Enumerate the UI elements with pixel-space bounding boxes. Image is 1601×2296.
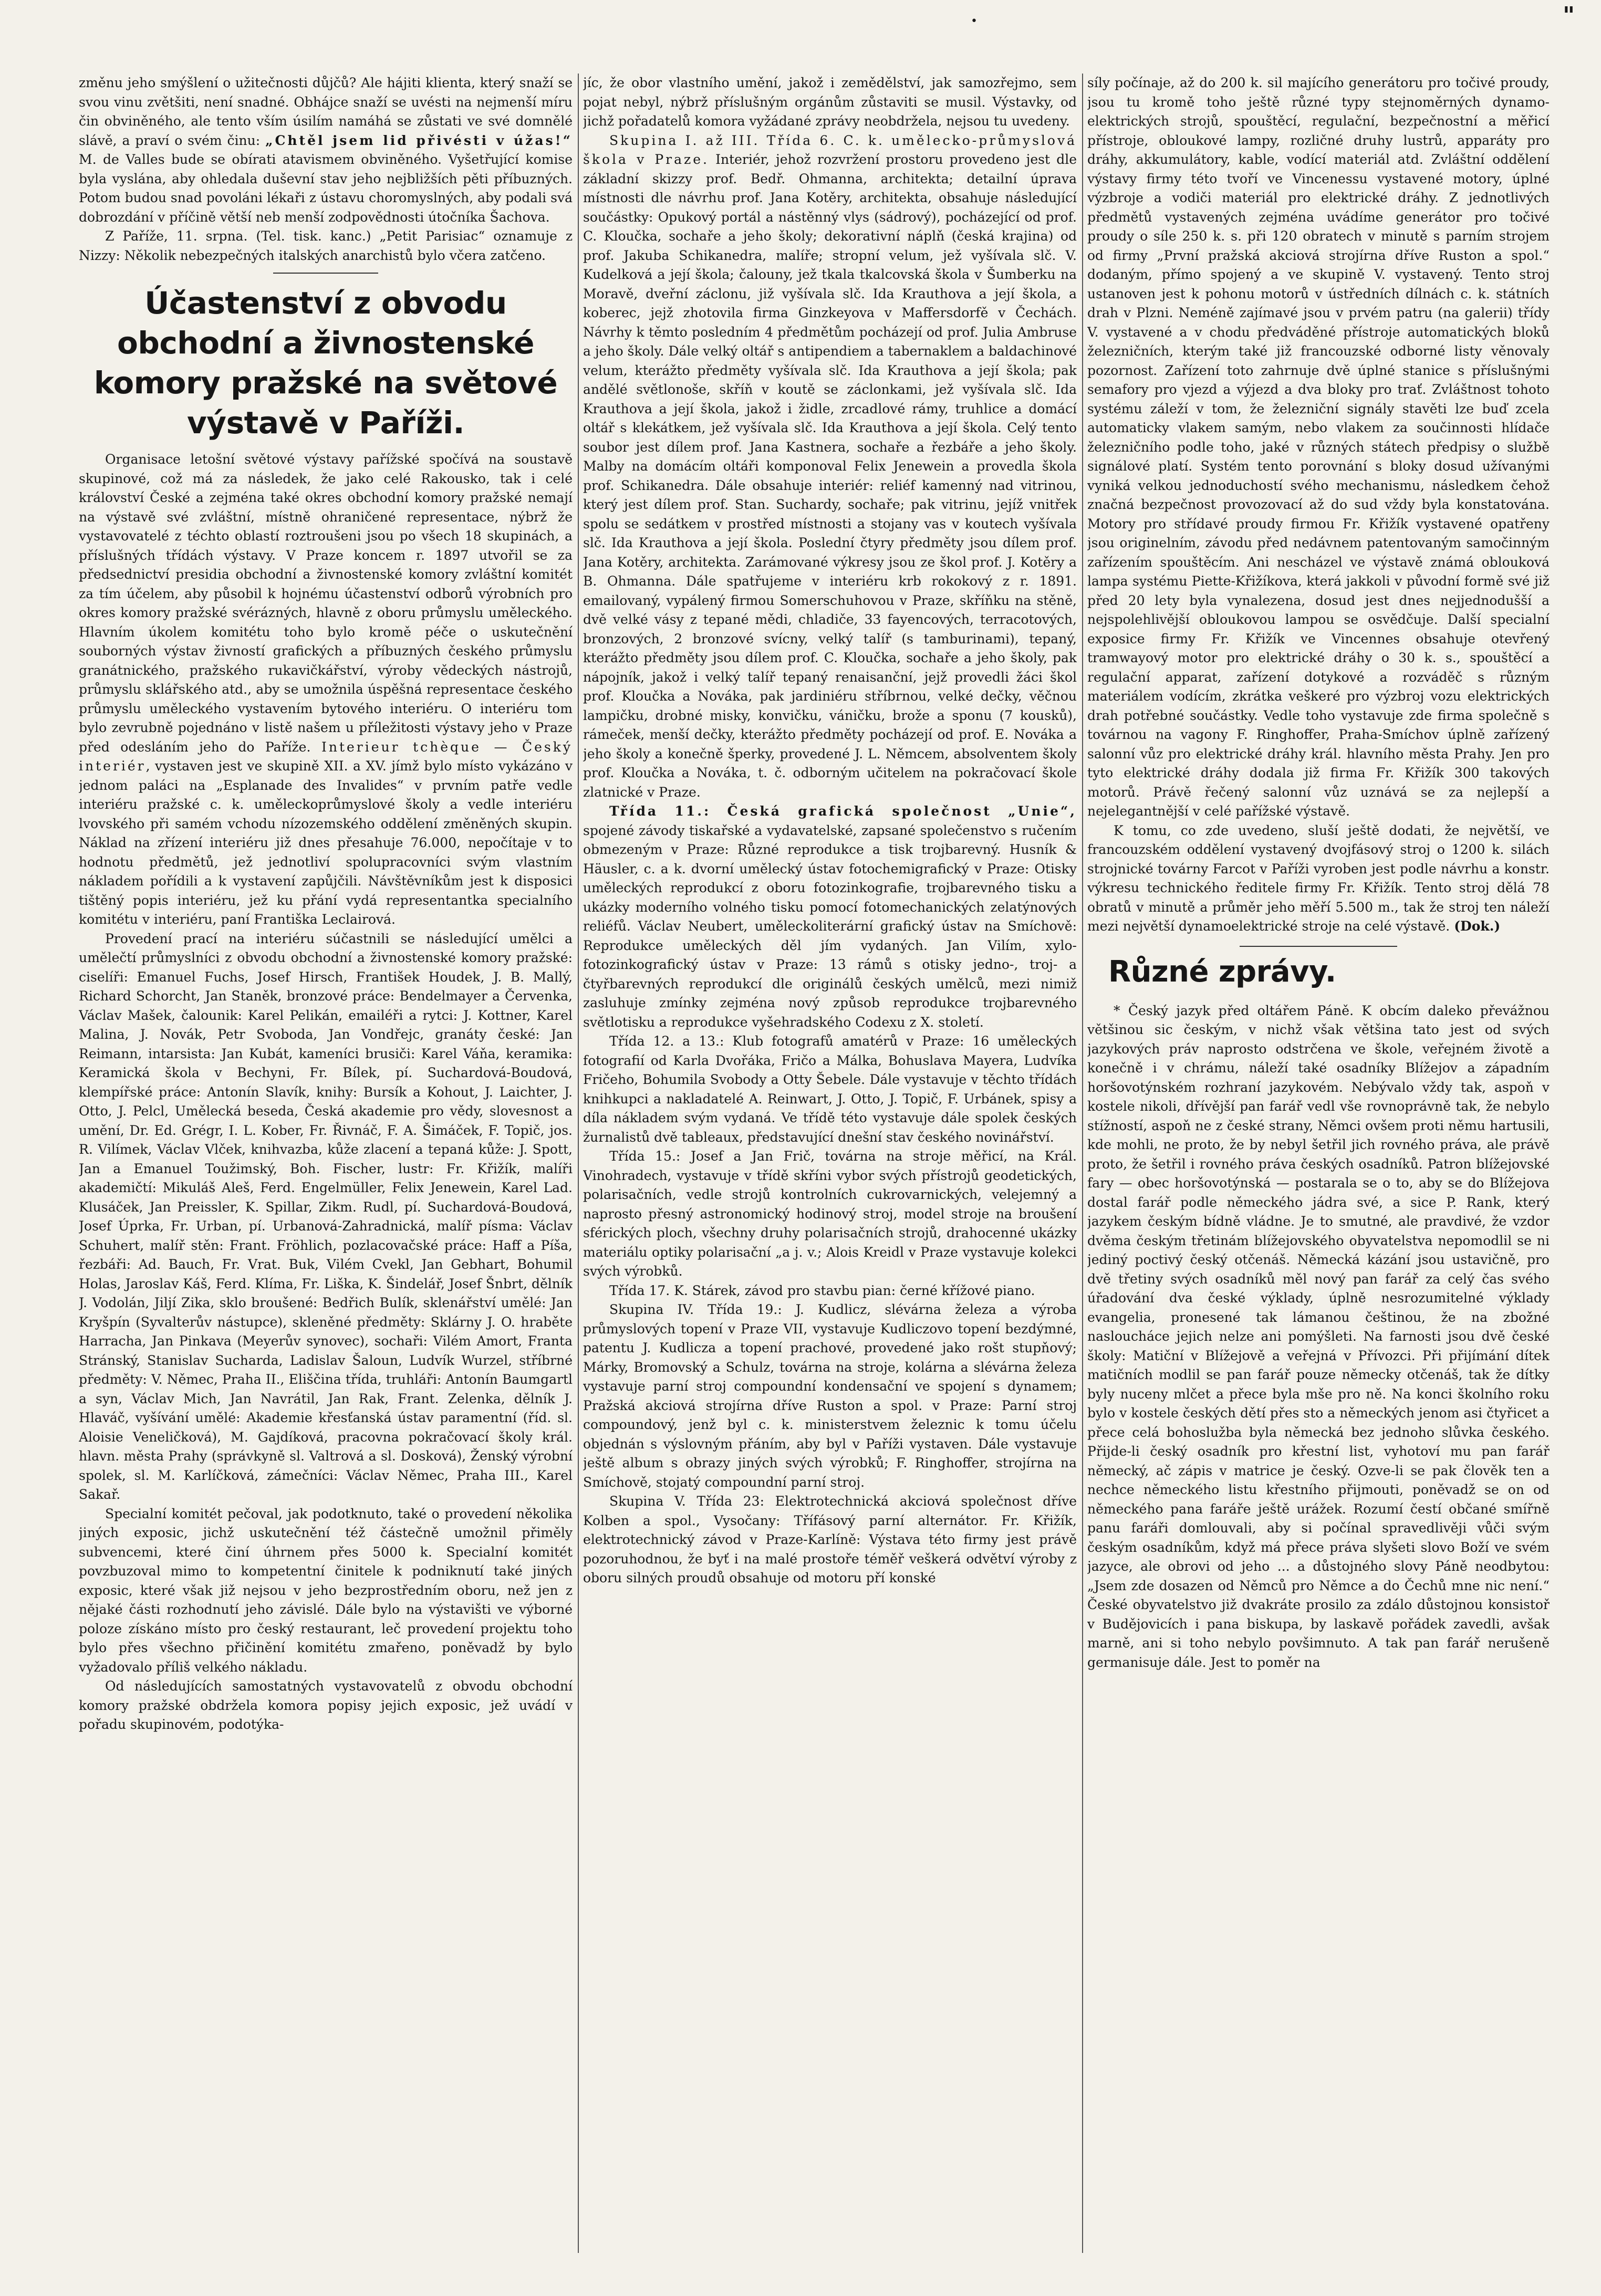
news-item: Z Paříže, 11. srpna. (Tel. tisk. kanc.) „Petit Parisiac“ oznamuje z Nizzy: Několik nebezpečných italských anarchistů bylo včera zatčeno. [79,228,573,263]
paragraph [1087,821,1550,936]
section-head: Třída 11.: Česká grafická společnost „Unie“, [609,803,1077,819]
paragraph-text: Interiér, jehož rozvržení prostoru provedeno jest dle základní skizzy prof. Bedř. Ohmanna, architekta; detailní úprava místnosti dle návrhu prof. Jana Kotěry, architekta, obsahuje následující součástky: Opukový portál a nástěnný vlys (sádrový), pocházející od prof. C. Kloučka, sochaře a jeho školy; dekorativní náplň (česká krajina) od prof. Jakuba Schikanedra, malíře; stropní velum, jež vyšívala slč. V. Kudelková a její škola; čalouny, jež tkala tkalcovská škola v Šumberku na Moravě, dveřní záclonu, již vyšívala slč. Ida Krauthova a její škola, a koberec, jejž zhotovila firma Ginzkeyova v Maffersdorfě v Čechách. Návrhy k těmto posledním 4 předmětům pocházejí od prof. Julia Ambruse a jeho školy. Dále velký oltář s antipendiem a tabernaklem a baldachinové velum, kterážto předměty vyšívala slč. Ida Krauthova a její škola; pak andělé světlonoše, skříň v koutě se záclonkami, jež vyšívala slč. Ida Krauthova a její škola, jakož i židle, zrcadlové rámy, truhlice a domácí oltář s klekátkem, jež vyšívala slč. Ida Krauthova a její škola. Celý tento soubor jest dílem prof. Jana Kastnera, sochaře a řezbáře a jeho školy. Malby na domácím oltáři komponoval Felix Jenewein a provedla škola prof. Schikanedra. Dále obsahuje interiér: reliéf kamenný nad vitrinou, který jest dílem prof. Stan. Suchardy, sochaře; pak vitrinu, jejíž vnitřek spolu se sedátkem v prostřed místnosti a stojany vas v koutech vyšívala slč. Ida Krauthova a její škola. Poslední čtyry předměty jsou dílem prof. Jana Kotěry, architekta. Zarámované výkresy jsou ze škol prof. J. Kotěry a B. Ohmanna. Dále spatřujeme v interiéru krb rokokový z r. 1891. emailovaný, vypálený firmou Somerschuhovou v Praze, skříňku na stěně, dvě velké vásy z tepané mědi, chladiče, 33 fayencových, terracotových, bronzových, 2 bronzové svícny, velký talíř (s tamburinami), tepaný, kterážto předměty jsou dílem prof. C. Kloučka, sochaře a jeho školy, pak nápojník, jakož i velký talíř tepaný renaisanční, jejž provedli žáci škol prof. Kloučka a Nováka, pak jardiniéru stříbrnou, velké dečky, věčnou lampičku, drobné misky, konvičku, váničku, brože a sponu (7 kousků), rámeček, menší dečky, kterážto předměty pocházejí od prof. E. Nováka a jeho školy a konečně šperky, provedené J. L. Němcem, absolventem školy prof. Kloučka a Nováka, t. č. odborným učitelem na pokračovací škole zlatnické v Praze. [583,152,1077,800]
paragraph: Od následujících samostatných vystavovatelů z obvodu obchodní komory pražské obdržela komora popisy jejich exposic, jež uvádí v pořadu skupinovém, podotýka- [79,1678,573,1732]
section-headline: Různé zprávy. [1108,954,1336,989]
paragraph: Třída 12. a 13.: Klub fotografů amatérů v Praze: 16 uměleckých fotografií od Karla Dvořáka, Fričo a Málka, Bohuslava Mayera, Ludvíka Fričeho, Bohumila Svobody a Otty Šebele. Dále vystavuje v těchto třídách knihkupci a nakladatelé A. Reinwart, J. Otto, J. Topič, F. Urbánek, spisy a díla nákladem svým vydaná. Ve třídě této vystavuje dále spolek českých žurnalistů dvě tableaux, představující dnešní stav českého novinářství. [583,1034,1077,1145]
paragraph: Specialní komitét pečoval, jak podotknuto, také o provedení několika jiných exposic, jichž uskutečnění též částečně umožnil přiměly subvencemi, které činí úhrnem přes 5000 k. Specialní komitét povzbuzoval mimo to kompetentní činitele k podniknutí také jiných exposic, které však již nejsou v jeho bezprostředním oboru, než jen z nějaké části rozhodnutí jeho závislé. Dále bylo na výstavišti ve výborné poloze získáno místo pro český restaurant, leč provedení projektu toho bylo přes všechno přičinění komitétu zmařeno, poněvadž by bylo vyžadovalo příliš velkého nákladu. [79,1506,573,1675]
article-headline: Účastenství z obvodu obchodní a živnostenské komory pražské na světové výstavě v Paříži. [93,285,558,441]
paragraph: Organisace letošní světové výstavy pařížské spočívá na soustavě skupinové, což má za následek, že jako celé Rakousko, tak i celé království České a zejména také okres obchodní komory pražské nemají na výstavě své zvláštní, místně ohraničené representace, nýbrž že vystavovatelé z téchto oblastí roztroušeni jsou po všech 18 skupinách, a příslušných třídách výstavy. V Praze koncem r. 1897 utvořil se za předsednictví presidia obchodní a živnostenské komory zvláštní komitét za tím účelem, aby působil k hojnému účastenství odborů výrobních pro okres komory pražské svérázných, hlavně z oboru průmyslu uměleckého. Hlavním úkolem komitétu toho bylo kromě péče o uskutečnění souborných výstav živností grafických a příbuzných českého průmyslu granátnického, pražského rukavičkářství, výroby vědeckých nástrojů, průmyslu sklářského atd., aby se umožnila úspěšná representace českého průmyslu uměleckého vystavením bytového interiéru. O interiéru tom bylo zevrubně pojednáno v listě našem u příležitosti výstavy jeho v Praze před odesláním jeho do Paříže. Interieur tchèque — Český interiér, vystaven jest ve skupině XII. a XV. jímž bylo místo vykázáno v jednom paláci na „Esplanade des Invalides“ v prvním patře vedle interiéru pražské c. k. uměleckoprůmyslové školy a vedle interiéru lvovského při samém vchodu nízozemského oddělení změněných skupin. Náklad na zřízení interiéru již dnes přesahuje 76.000, nepočítaje v to hodnotu předmětů, jež jednotliví spolupracovníci svým vlastním nákladem pořídili a k vystavení zapůjčili. Návštěvníkům jest k disposici tištěný popis interiéru, jež ku přání vydá representantka specialního komitétu v interiéru, paní Františka Leclairová. [79,452,573,927]
separator [273,273,378,274]
column-2 [583,74,1077,2253]
paragraph: jíc, že obor vlastního umění, jakož i zemědělství, jak samozřejmo, sem pojat nebyl, nýbrž příslušným orgánům zůstaviti se musil. Výstavky, od jichž pořadatelů komora vyžádané zprávy neobdržela, nejsou tu uvedeny. [583,75,1077,129]
section-head: Skupina I. až III. Třída 6. C. k. umělecko-průmyslová škola v Praze. [583,132,1077,167]
paragraph: Skupina V. Třída 23: Elektrotechnická akciová společnost dříve Kolben a spol., Vysočany: Třífásový parní alternátor. Fr. Křižík, elektrotechnický závod v Praze-Karlíně: Výstava této firmy jest právě pozoruhodnou, že byť i na malé prostoře téměř veškerá odvětví výroby z oboru silných proudů obsahuje od motoru pří konské [583,1494,1077,1585]
paragraph [583,131,1077,802]
page-mark: " [1563,2,1575,29]
print-dot: • [971,15,978,28]
signature: (Dok.) [1454,919,1501,934]
paragraph-text: změnu jeho smýšlení o užitečnosti důjčů? Ale hájiti klienta, který snaží se svou vinu zvětšiti, není snadné. Obhájce snaží se uvésti na nejmenší míru čin obviněného, ale tento vším úsilím namáhá se zůstati ve své domnělé slávě, a praví o svém činu: [79,75,573,148]
column-3 [1087,74,1550,2253]
paragraph [79,74,573,227]
paragraph: Provedení prací na interiéru súčastnili se následující umělci a umělečtí průmyslníci z obvodu obchodní a živnostenské komory pražské: ciselíři: Emanuel Fuchs, Josef Hirsch, František Houdek, J. B. Mallý, Richard Schorcht, Jan Staněk, bronzové práce: Bendelmayer a Červenka, Václav Mašek, čalounik: Karel Pelikán, emailéři a rytci: J. Kottner, Karel Malina, J. Novák, Petr Svoboda, Jan Vondřejc, granáty české: Jan Reimann, intarsista: Jan Kubát, kameníci brusiči: Karel Váňa, keramika: Keramická škola v Bechyni, Fr. Bílek, pí. Suchardová-Boudová, klempířské práce: Antonín Slavík, knihy: Bursík a Kohout, J. Laichter, J. Otto, J. Pelcl, Umělecká beseda, Česká akademie pro vědy, slovesnost a umění, Dr. Ed. Grégr, I. L. Kober, Fr. Řivnáč, F. A. Šimáček, F. Topič, jos. R. Vilímek, Václav Vlček, knihvazba, kůže zlacení a tepaná kůže: J. Spott, Jan a Emanuel Toužimský, Boh. Fischer, lustr: Fr. Křižík, malíři akademičtí: Mikuláš Aleš, Ferd. Engelmüller, Felix Jenewein, Karel Lad. Klusáček, Jan Preissler, K. Spillar, Zikm. Rudl, pí. Suchardová-Boudová, Josef Úprka, Fr. Urban, pí. Urbanová-Zahradnická, malíř písma: Václav Schuhert, malíř stěn: Frant. Fröhlich, pozlacovačské práce: Haff a Píša, řezbáři: Ad. Bauch, Fr. Vrat. Buk, Vilém Cvekl, Jan Gebhart, Bohumil Holas, Jaroslav Káš, Ferd. Klíma, Fr. Liška, K. Šindelář, Josef Šnbrt, dělník J. Vodolán, Jiljí Zika, sklo broušené: Bedřich Bulík, sklenářství umělé: Jan Kryšpín (Syvalterův nástupce), skleněné předměty: Sklárny J. O. hraběte Harracha, Jan Pinkava (Meyerův synovec), sochaři: Vilém Amort, Franta Stránský, Stanislav Sucharda, Ladislav Šaloun, Ludvík Wurzel, stříbrné předměty: V. Němec, Praha II., Eliščina třída, truhláři: Antonín Baumgartl a syn, Václav Mich, Jan Navrátil, Jan Rak, Frant. Zelenka, dělník J. Hlaváč, vyšívání umělé: Akademie křesťanská ústav paramentní (říd. sl. Aloisie Veneličková), M. Gajdíková, pracovna pokračovací školy král. hlavn. města Prahy (správkyně sl. Valtrová a sl. Dosková), Ženský výrobní spolek, sl. M. Karlíčková, zámečníci: Václav Němec, Praha III., Karel Sakař. [79,931,573,1502]
newspaper-page [79,74,1550,2253]
separator [1240,946,1397,947]
spaced-title: Interieur tchèque — Český interiér [79,739,573,774]
paragraph-text: spojené závody tiskařské a vydavatelské, zapsané společenstvo s ručením obmezeným v Praze: Různé reprodukce a tisk trojbarevný. Husník & Häusler, c. a k. dvorní umělecký ústav fotochemigrafický v Praze: Otisky uměleckých reprodukcí z oboru fotozinkografie, trojbarevného tisku a ukázky moderního volného tisku pomocí fotomechanických zelatýnových reliéfů. Václav Neubert, uměleckoliterární grafický ústav na Smíchově: Reprodukce uměleckých děl jím vydaných. Jan Vilím, xylo-fotozinkografický ústav v Praze: 13 rámů s otisky jedno-, troj- a čtyřbarevných reprodukcí dle originálů českých umělců, mezi nimiž zasluhuje zmínky zejména nový způsob reprodukce trojbarevného světlotisku a reprodukce vyšehradského Codexu z X. století. [583,822,1077,1030]
paragraph-text: M. de Valles bude se obírati atavismem obviněného. Vyšetřující komise byla vyslána, aby ohledala duševní stav jeho nejbližších pěti příbuzných. Potom budou snad povoláni lékaři z ústavu choromyslných, aby podali svá dobrozdání v příčině větší neb menší zodpovědnosti útočníka Šachova. [79,152,573,225]
paragraph: * Český jazyk před oltářem Páně. K obcím daleko převážnou většinou sic českým, v nichž však většina tato jest od svých jazykových práv naprosto odstrčena ve škole, veřejném životě a konečně i v chrámu, náleží také osadníky Blížejov a západním horšovotýnském rozhraní jazykovém. Nebývalo vždy tak, aspoň v kostele nikoli, dřívější pan farář vedl vše rovnoprávně tak, že nebylo stížností, aspoň ne z české strany, Němci ovšem proti němu hartusili, kde mohli, ne proto, že by nebyl šetřil jich rovného práva, ale právě proto, že šetřil i rovného práva českých osadníků. Patron blížejovské fary — obec horšovotýnská — postarala se o to, aby se do Blížejova dostal farář podle německého jádra své, a sice P. Rank, který jazykem českým bídně vládne. Je to smutné, ale pravdivé, že vzdor dvěma českým třetinám blížejovského obyvatelstva nepomodlil se ni jediný poctivý český otčenáš. Německá kázání jsou ustavičně, pro dvě třetiny svých osadníků měl nový pan farář za celý čas svého úřadování dva české výklady, úplně nesrozumitelné výklady evangelia, pronesené tak lámanou češtinou, že na zbožné nasloucháce jejich nelze ani pomýšleti. Na farnosti jsou dvě české školy: Matiční v Blížejově a veřejná v Přívozci. Při přijímání dítek matičních modlil se pan farář pouze německy otčenáš, tak že dítky byly nuceny mlčet a přece byla mše pro ně. Na konci školního roku bylo v kostele českých dětí přes sto a německých jenom asi čtyřicet a přece celá bohoslužba byla německá bez jednoho slůvka českého. Přijde-li český osadník pro křestní list, vyhotoví mu pan farář německý, ač zápis v matrice je český. Ozve-li se pak člověk ten a nechce německého listu křestního přijmouti, poněvadž se on od německého pana faráře ještě urážek. Rozumí čestí občané smířně panu faráři domlouvali, aby si počínal spravedlivěji vůči svým českým osadníkům, když má přece práva slyšeti slovo Boží ve svém jazyce, ale obrovi od jeho ... a důstojného slovy Páně neodbytou: „Jsem zde dosazen od Němců pro Němce a do Čechů mne nic není.“ České obyvatelstvo již dvakráte prosilo za zdálo důstojnou konsistoř v Budějovicích i pana biskupa, by laskavě pořádek zavedli, avšak marně, ani si toho nebylo povšimnuto. A tak pan farář nerušeně germanisuje dále. Jest to poměr na [1087,1003,1550,1670]
column-rule-2 [1082,74,1083,2253]
paragraph-text: Organisace letošní světové výstavy pařížské spočívá na soustavě skupinové, což má za následek, že jako celé Rakousko, tak i celé království České a zejména také okres obchodní komory pražské nemají na výstavě své zvláštní, místně ohraničené representace, nýbrž že vystavovatelé z téchto oblastí roztroušeni jsou po všech 18 skupinách, a příslušných třídách výstavy. V Praze koncem r. 1897 utvořil se za předsednictví presidia obchodní a živnostenské komory zvláštní komitét za tím účelem, aby působil k hojnému účastenství odborů výrobních pro okres komory pražské svérázných, hlavně z oboru průmyslu uměleckého. Hlavním úkolem komitétu toho bylo kromě péče o uskutečnění souborných výstav živností grafických a příbuzných českého průmyslu granátnického, pražského rukavičkářství, výroby vědeckých nástrojů, průmyslu sklářského atd., aby se umožnila úspěšná representace českého průmyslu uměleckého vystavením bytového interiéru. O interiéru tom bylo zevrubně pojednáno v listě našem u příležitosti výstavy jeho v Praze před odesláním jeho do Paříže. [79,452,573,755]
paragraph: Třída 15.: Josef a Jan Frič, továrna na stroje měřicí, na Král. Vinohradech, vystavuje v třídě skříni vybor svých přístrojů geodetických, polarisačních, vedle strojů kontrolních cukrovarnických, velejemný a naprosto přesný astronomický hodinový stroj, model stroje na broušení sférických ploch, všechny druhy polarisačních strojů, drahocenné ukázky materiálu optiky polarisační „a j. v.; Alois Kreidl v Praze vystavuje kolekci svých výrobků. [583,1149,1077,1279]
paragraph [583,802,1077,1032]
paragraph-text: vystaven jest ve skupině XII. a XV. jímž bylo místo vykázáno v jednom paláci na „Esplanade des Invalides“ v prvním patře vedle interiéru pražské c. k. uměleckoprůmyslové školy a vedle interiéru lvovského při samém vchodu nízozemského oddělení změněných skupin. Náklad na zřízení interiéru již dnes přesahuje 76.000, nepočítaje v to hodnotu předmětů, jež jednotliví spolupracovníci svým vlastním nákladem pořídili a k vystavení zapůjčili. Návštěvníkům jest k disposici tištěný popis interiéru, jež ku přání vydá representantka specialního komitétu v interiéru, paní Františka Leclairová. [79,758,573,927]
column-1 [79,74,573,2253]
paragraph-text: K tomu, co zde uvedeno, sluší ještě dodati, že největší, ve francouzském oddělení vystavený dvojfásový stroj o 1200 k. silách strojnické továrny Farcot v Paříži vyroben jest podle návrhu a konstr. výkresu technického ředitele firmy Fr. Křižík. Tento stroj dělá 78 obratů v minutě a průměr jeho měří 5.500 m., tak že stroj ten náleží mezi největší dynamoelektrické stroje na celé výstavě. [1087,822,1550,934]
column-rule-1 [578,74,579,2253]
paragraph: síly počínaje, až do 200 k. sil majícího generátoru pro točivé proudy, jsou tu kromě toho ještě různé typy stejnoměrných dynamo-elektrických strojů, spouštěcí, regulační, bezpečnostní a měřicí přístroje, obloukové lampy, rozličné druhy lustrů, apparáty pro dráhy, akkumulátory, kable, vodící materiál atd. Zvláštní oddělení výstavy firmy této tvoří ve Vincenessu vystavené motory, úplné výzbroje a vodiči materiál pro elektrické dráhy. Z jednotlivých předmětů vystavených zejména uvádíme generátor pro točivé proudy o síle 250 k. s. při 120 obratech v minutě s parním strojem od firmy „První pražská akciová strojírna dříve Ruston a spol.“ dodaným, přímo spojený a ve skupině V. vystavený. Tento stroj ustanoven jest k pohonu motorů v ústředních dílnách c. k. státních drah v Plzni. Neméně zajímavé jsou v prvém patru (na galerii) třídy V. vystavené a v chodu předváděné přístroje automatických bloků železničních, kterým také již francouzské odborné listy věnovaly pozornost. Zařízení toto zahrnuje dvě úplné stanice s příslušnými semafory pro vjezd a výjezd a dva bloky pro trať. Zvláštnost tohoto systému záleží v tom, že železniční signály stavěti lze buď zcela automaticky vlakem samým, nebo vlakem za součinnosti hlídače železničního podle toho, jaké v různých státech předpisy o službě signálové platí. Systém tento porovnání s bloky dosud užívanými vyniká velkou jednoduchostí svého mechanismu, následkem čehož značná bezpečnost provozovací až do sud vždy byla konstatována. Motory pro střídavé proudy firmou Fr. Křižík vystavené opatřeny jsou originelním, závodu před nedávnem patentovaným samočinným zařízením spouštěcím. Ani nescházel ve výstavě známá oblouková lampa systému Piette-Křižíkova, která jakkoli v původní formě své již před 20 lety byla vynalezena, dosud jest dnes nejjednodušší a nejspolehlivější obloukovou lampou se osvědčuje. Další specialní exposice firmy Fr. Křižík ve Vincennes obsahuje otevřený tramwayový motor pro elektrické dráhy o 30 k. s., spouštěcí a regulační apparat, zařízení dotykové a rozváděč s různým materiálem vodícím, zkrátka veškeré pro výzbroj vozu elektrických drah potřebné součástky. Vedle toho vystavuje zde firma společně s továrnou na vagony F. Ringhoffer, Praha-Smíchov úplně zařízený salonní vůz pro elektrické dráhy král. hlavního města Prahy. Jen pro tyto elektrické dráhy dodala již firma Fr. Křižík 300 takových motorů. Právě řečený salonní vůz uznává se za nejlepší a nejelegantnější v celé pařížské výstavě. [1087,75,1550,819]
paragraph: Třída 17. K. Stárek, závod pro stavbu pian: černé křížové piano. [609,1282,1035,1298]
paragraph: Skupina IV. Třída 19.: J. Kudlicz, slévárna železa a výroba průmyslových topení v Praze VII, vystavuje Kudliczovo topení bezdýmné, patentu J. Kudlicza a topení prachové, provedené jako rošt stupňový; Márky, Bromovský a Schulz, továrna na stroje, kolárna a slévárna železa vystavuje parní stroj compoundní kondensační ve spojení s dynamem; Pražská akciová strojírna dříve Ruston a spol. v Praze: Parní stroj compoundový, jenž byl c. k. ministerstvem železnic k tomu účelu objednán s výslovným přáním, aby byl v Paříži vystaven. Dále vystavuje ještě album s obrazy jiných svých výrobků; F. Ringhoffer, strojírna na Smíchově, stojatý compoundní parní stroj. [583,1302,1077,1490]
quote-text: „Chtěl jsem lid přivésti v úžas!“ [265,132,573,148]
